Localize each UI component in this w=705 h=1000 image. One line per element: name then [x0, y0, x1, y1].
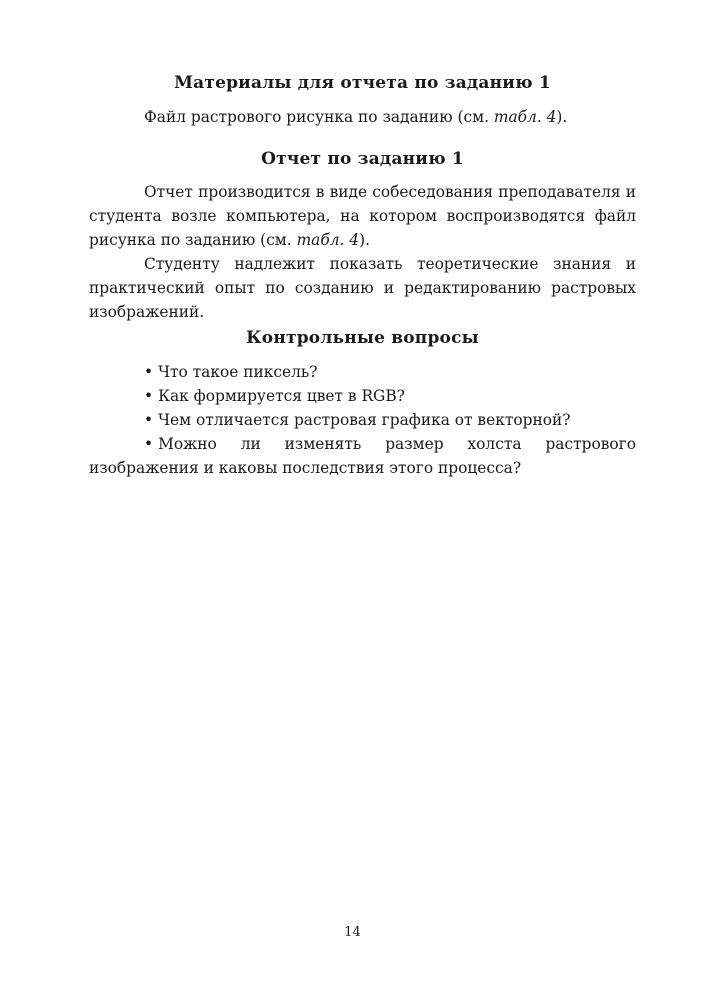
- section-heading-materials: Материалы для отчета по заданию 1: [174, 73, 551, 93]
- report-text-end: ).: [359, 231, 371, 249]
- materials-text-end: ).: [556, 108, 568, 126]
- list-item: [89, 384, 636, 408]
- report-paragraph-2: Студенту надлежит показать теоретические знания и практический опыт по созданию и редактированию растровых изображений.: [89, 255, 636, 321]
- materials-text: Файл растрового рисунка по заданию (см.: [144, 108, 494, 126]
- report-paragraph-block: [89, 180, 636, 324]
- bullet-icon: •: [144, 363, 154, 381]
- list-item: [89, 432, 636, 480]
- materials-paragraph-block: [89, 105, 636, 129]
- list-item: [89, 408, 636, 432]
- bullet-icon: •: [144, 411, 154, 429]
- report-text: Отчет производится в виде собеседования преподавателя и студента возле компьютера, на котором воспроизводятся файл рисунка по заданию (см.: [89, 183, 636, 249]
- page-number: 14: [344, 925, 361, 940]
- section-heading-report: Отчет по заданию 1: [261, 149, 464, 169]
- question-text: Как формируется цвет в RGB?: [158, 387, 405, 405]
- question-text: Можно ли изменять размер холста растрового изображения и каковы последствия этого процесса?: [89, 435, 636, 477]
- question-text: Чем отличается растровая графика от векторной?: [158, 411, 571, 429]
- questions-list: [89, 360, 636, 480]
- list-item: [89, 360, 636, 384]
- table-reference: табл. 4: [296, 231, 360, 249]
- section-heading-questions: Контрольные вопросы: [246, 328, 479, 348]
- bullet-icon: •: [144, 387, 154, 405]
- materials-paragraph: [89, 105, 636, 129]
- table-reference: табл. 4: [493, 108, 557, 126]
- bullet-icon: •: [144, 435, 154, 453]
- question-text: Что такое пиксель?: [158, 363, 318, 381]
- page-content: [89, 0, 636, 1000]
- report-paragraph-1: [89, 180, 636, 252]
